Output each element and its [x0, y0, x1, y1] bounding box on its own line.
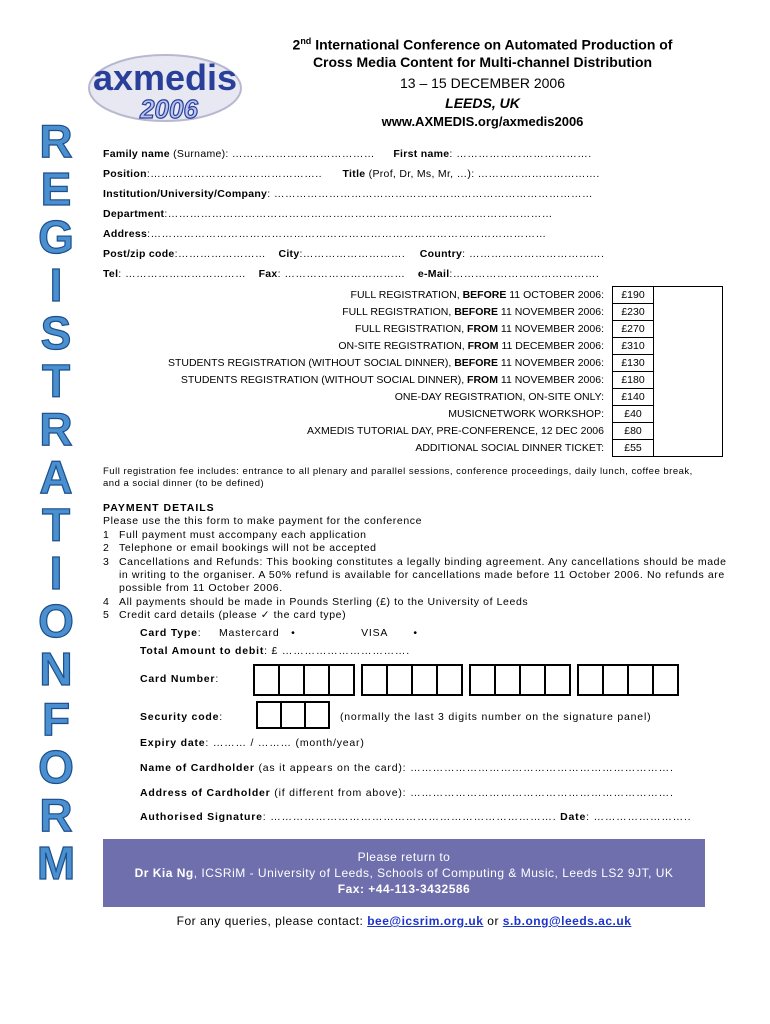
fee-label: AXMEDIS TUTORIAL DAY, PRE-CONFERENCE, 12 DEC 2006 — [306, 425, 604, 437]
return-address-box — [103, 839, 705, 907]
fee-amount: £230 — [613, 304, 654, 321]
fee-amount: £190 — [613, 287, 654, 304]
family-name-line[interactable]: Family name (Surname): ………………………………… First name: ………………………………. — [103, 148, 592, 160]
card-number-group-1[interactable] — [253, 664, 355, 696]
conference-header — [255, 33, 710, 131]
side-letter: G — [38, 211, 74, 263]
side-letter: O — [38, 741, 74, 793]
fee-row — [102, 321, 723, 338]
header-place: LEEDS, UK — [445, 94, 520, 111]
fee-row — [102, 440, 723, 457]
payment-heading: PAYMENT DETAILS — [103, 502, 215, 514]
payment-item: 3 Cancellations and Refunds: This booking constitutes a legally binding agreement. Any cancellations should be made in writing to the organiser. A 50% refund is available for cancellations made before 11 October 2006. No refunds are possible from 11 October 2006. — [103, 555, 727, 595]
signature-date-line[interactable]: Authorised Signature: …………………………………………………………………. Date: …………………….. — [140, 811, 692, 823]
side-letter: R — [39, 789, 73, 841]
header-url: www.AXMEDIS.org/axmedis2006 — [381, 113, 584, 129]
side-letter: M — [36, 837, 76, 889]
security-code-hint: (normally the last 3 digits number on the signature panel) — [340, 711, 652, 723]
institution-line[interactable]: Institution/University/Company: …………………………………………………………………………… — [103, 188, 594, 200]
return-address: Dr Kia Ng, ICSRiM - University of Leeds, Schools of Computing & Music, Leeds LS2 9JT, UK — [134, 866, 674, 880]
payment-item: 2 Telephone or email bookings will not be accepted — [103, 542, 377, 555]
fee-row — [102, 372, 723, 389]
fee-label: MUSICNETWORK WORKSHOP: — [448, 408, 604, 420]
fee-amount: £55 — [613, 440, 654, 457]
card-number-group-3[interactable] — [469, 664, 571, 696]
fee-amount: £270 — [613, 321, 654, 338]
fee-amount: £40 — [613, 406, 654, 423]
fee-row — [102, 338, 723, 355]
position-line[interactable]: Position:……………………………………….. Title (Prof, Dr, Ms, Mr, …): ……………………………. — [103, 168, 600, 180]
visa-bullet[interactable]: • — [413, 627, 418, 639]
tel-fax-email-line[interactable]: Tel: …………………………… Fax: …………………………… e-Mail:…………………………………. — [103, 268, 600, 280]
fee-row — [102, 389, 723, 406]
side-letter: S — [40, 307, 72, 359]
payment-item: 5 Credit card details (please ✓ the card type) — [103, 609, 347, 622]
fee-amount: £80 — [613, 423, 654, 440]
fee-row — [102, 304, 723, 321]
security-code-input[interactable] — [256, 701, 330, 729]
fee-note: Full registration fee includes: entrance to all plenary and parallel sessions, conference proceedings, daily lunch, coffee break, and a social dinner (to be defined) — [103, 466, 693, 489]
expiry-date-line[interactable]: Expiry date: ……… / ……… (month/year) — [140, 737, 365, 749]
card-type-line: Card Type: Mastercard • VISA • — [140, 627, 418, 639]
fee-label: STUDENTS REGISTRATION (WITHOUT SOCIAL DINNER), FROM 11 NOVEMBER 2006: — [180, 374, 604, 386]
side-letter: I — [49, 259, 63, 311]
side-letter: T — [41, 499, 71, 551]
fee-amount: £140 — [613, 389, 654, 406]
side-letter: R — [39, 403, 73, 455]
side-letter: E — [40, 163, 72, 215]
fee-label: FULL REGISTRATION, BEFORE 11 OCTOBER 2006: — [350, 289, 604, 301]
email-link-1[interactable]: bee@icsrim.org.uk — [367, 914, 484, 928]
card-number-group-2[interactable] — [361, 664, 463, 696]
fee-row — [102, 406, 723, 423]
side-letter: N — [39, 643, 73, 695]
payment-item: 4 All payments should be made in Pounds Sterling (£) to the University of Leeds — [103, 595, 529, 608]
email-link-2[interactable]: s.b.ong@leeds.ac.uk — [502, 914, 632, 928]
fee-row — [102, 287, 723, 304]
logo-text-top: axmedis — [92, 57, 238, 98]
fee-label: STUDENTS REGISTRATION (WITHOUT SOCIAL DINNER), BEFORE 11 NOVEMBER 2006: — [167, 357, 604, 369]
return-fax: Fax: +44-113-3432586 — [337, 882, 471, 896]
fee-label: FULL REGISTRATION, BEFORE 11 NOVEMBER 2006: — [342, 306, 604, 318]
axmedis-logo — [85, 48, 245, 126]
address-line[interactable]: Address:……………………………………………………………………………………………… — [103, 228, 547, 240]
department-line[interactable]: Department:…………………………………………………………………………………………… — [103, 208, 553, 220]
fee-amount: £310 — [613, 338, 654, 355]
side-letter: T — [41, 355, 71, 407]
card-type-mastercard[interactable]: Mastercard — [218, 627, 280, 639]
cardholder-name-line[interactable]: Name of Cardholder (as it appears on the card): ……………………………………………………………. — [140, 762, 674, 774]
fee-row — [102, 423, 723, 440]
return-heading: Please return to — [357, 850, 451, 864]
card-type-visa[interactable]: VISA — [361, 627, 388, 639]
fee-selection-box[interactable] — [654, 287, 723, 457]
payment-item: 1 Full payment must accompany each application — [103, 528, 367, 541]
security-code-label: Security code: — [140, 711, 223, 723]
fee-row — [102, 355, 723, 372]
fee-amount: £130 — [613, 355, 654, 372]
fee-label: ON-SITE REGISTRATION, FROM 11 DECEMBER 2006: — [338, 340, 604, 352]
total-amount-line[interactable]: Total Amount to debit: £ ……………………………. — [140, 645, 410, 657]
side-letter: F — [41, 693, 71, 745]
side-letter: A — [39, 451, 73, 503]
side-letter: O — [38, 595, 74, 647]
logo-text-bottom: 2006 — [140, 94, 198, 124]
queries-line: For any queries, please contact: bee@icsrim.org.uk or s.b.ong@leeds.ac.uk — [176, 914, 632, 928]
header-line2: Cross Media Content for Multi-channel Distribution — [312, 53, 653, 70]
cardholder-address-line[interactable]: Address of Cardholder (if different from above): ……………………………………………………………. — [140, 787, 674, 799]
fee-label: FULL REGISTRATION, FROM 11 NOVEMBER 2006: — [355, 323, 604, 335]
card-number-label: Card Number: — [140, 673, 220, 685]
postcode-city-country-line[interactable]: Post/zip code:…………………… City:………………………. Country: ………………………………. — [103, 248, 605, 260]
payment-details — [103, 502, 733, 623]
side-letter: I — [49, 547, 63, 599]
fees-table — [102, 286, 723, 457]
side-letter: R — [39, 115, 73, 167]
mastercard-bullet[interactable]: • — [291, 627, 296, 639]
fee-label: ONE-DAY REGISTRATION, ON-SITE ONLY: — [394, 391, 604, 403]
payment-intro: Please use the this form to make payment for the conference — [103, 515, 423, 528]
header-dates: 13 – 15 DECEMBER 2006 — [400, 74, 565, 91]
header-line1: 2nd International Conference on Automated Production of — [292, 36, 673, 53]
fee-amount: £180 — [613, 372, 654, 389]
fee-label: ADDITIONAL SOCIAL DINNER TICKET: — [415, 442, 604, 454]
card-number-group-4[interactable] — [577, 664, 679, 696]
